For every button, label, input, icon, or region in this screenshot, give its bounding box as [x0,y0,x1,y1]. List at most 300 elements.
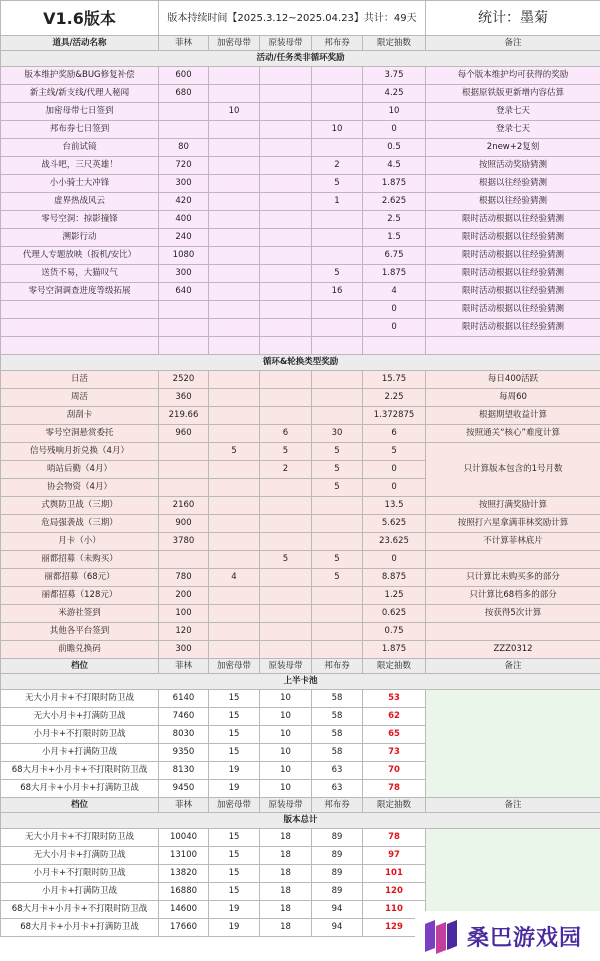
first-half-header-col: 原装母带 [260,659,312,674]
cell-bangboo: 94 [312,919,363,937]
item-name: 刮刮卡 [1,407,159,425]
cell-draws: 13.5 [363,497,426,515]
cell-film: 13820 [159,865,209,883]
cell-film: 6140 [159,690,209,708]
item-name: 周活 [1,389,159,407]
section-first-half: 上半卡池 [1,674,600,690]
cell-draws: 0.75 [363,623,426,641]
table-row [1,425,600,443]
cell-encrypted [209,479,260,497]
total-header-col: 加密母带 [209,798,260,813]
stat-author: 统计：墨菊 [426,1,600,36]
table-row [1,175,600,193]
cell-original: 10 [260,744,312,762]
cell-bangboo [312,605,363,623]
cell-film: 7460 [159,708,209,726]
cell-bangboo [312,301,363,319]
cell-original: 10 [260,780,312,798]
cell-encrypted: 15 [209,708,260,726]
tier-name: 68大月卡+小月卡+不打限时防卫战 [1,901,159,919]
tier-name: 68大月卡+小月卡+打满防卫战 [1,919,159,937]
cell-film: 2520 [159,371,209,389]
cell-bangboo [312,389,363,407]
cell-original [260,175,312,193]
cell-film [159,121,209,139]
cell-encrypted: 15 [209,829,260,847]
item-name: 台前试镜 [1,139,159,157]
item-name: 零号空洞：掠影撞锋 [1,211,159,229]
cell-draws: 0 [363,319,426,337]
cell-bangboo [312,211,363,229]
cell-bangboo [312,515,363,533]
item-name: 零号空洞调查进度等级拓展 [1,283,159,301]
tier-name: 无大小月卡+打满防卫战 [1,847,159,865]
item-note: 不计算菲林底片 [426,533,600,551]
cell-draws: 6.75 [363,247,426,265]
item-note: 只计算版本包含的1号月数 [426,443,600,497]
cell-encrypted [209,407,260,425]
cell-original [260,229,312,247]
cell-encrypted [209,247,260,265]
item-note: 限时活动根据以往经验猜测 [426,247,600,265]
item-note: 只计算比未购买多的部分 [426,569,600,587]
cell-film [159,443,209,461]
cell-original [260,389,312,407]
tier-name: 68大月卡+小月卡+不打限时防卫战 [1,762,159,780]
cell-original [260,407,312,425]
cell-encrypted [209,515,260,533]
header-draws: 限定抽数 [363,36,426,51]
cell-encrypted [209,157,260,175]
cell-original [260,587,312,605]
table-row [1,265,600,283]
cell-bangboo [312,247,363,265]
cell-original [260,283,312,301]
cell-draws: 10 [363,103,426,121]
table-row [1,371,600,389]
cell-bangboo [312,497,363,515]
cell-bangboo: 58 [312,708,363,726]
total-header-col: 菲林 [159,798,209,813]
cell-film: 13100 [159,847,209,865]
cell-bangboo [312,371,363,389]
section-total: 版本总计 [1,813,600,829]
item-note: 限时活动根据以往经验猜测 [426,265,600,283]
cell-draws: 23.625 [363,533,426,551]
cell-original [260,121,312,139]
section-activity: 活动/任务类非循环奖励 [1,51,600,67]
item-note: 只计算比68档多的部分 [426,587,600,605]
cell-draws: 1.875 [363,175,426,193]
cell-film: 300 [159,641,209,659]
cell-encrypted [209,497,260,515]
cell-film: 680 [159,85,209,103]
item-note: 限时活动根据以往经验猜测 [426,283,600,301]
cell-original [260,139,312,157]
cell-original: 18 [260,865,312,883]
header-original: 原装母带 [260,36,312,51]
cell-draws: 3.75 [363,67,426,85]
cell-film: 200 [159,587,209,605]
cell-encrypted [209,319,260,337]
version-title: V1.6版本 [1,1,159,36]
table-row [1,605,600,623]
cell-film [159,337,209,355]
cell-original: 18 [260,919,312,937]
cell-original: 2 [260,461,312,479]
item-name: 溯影行动 [1,229,159,247]
cell-original: 5 [260,443,312,461]
version-duration: 版本持续时间【2025.3.12~2025.04.23】共计：49天 [159,1,426,36]
cell-draws: 73 [363,744,426,762]
cell-draws: 4.5 [363,157,426,175]
item-note: 限时活动根据以往经验猜测 [426,301,600,319]
item-note: 每日400活跃 [426,371,600,389]
table-row [1,85,600,103]
item-name: 日活 [1,371,159,389]
cell-bangboo [312,319,363,337]
cell-original [260,67,312,85]
cell-bangboo: 58 [312,726,363,744]
cell-bangboo: 89 [312,829,363,847]
cell-encrypted: 19 [209,901,260,919]
item-note: 限时活动根据以往经验猜测 [426,319,600,337]
cell-encrypted [209,623,260,641]
total-header-col: 限定抽数 [363,798,426,813]
cell-film [159,551,209,569]
table-row [1,569,600,587]
cell-bangboo: 10 [312,121,363,139]
cell-bangboo [312,229,363,247]
tier-name: 无大小月卡+不打限时防卫战 [1,690,159,708]
cell-encrypted [209,265,260,283]
cell-bangboo: 89 [312,847,363,865]
cell-bangboo [312,533,363,551]
cell-encrypted: 19 [209,780,260,798]
cell-bangboo [312,587,363,605]
item-note: 根据以往经验猜测 [426,193,600,211]
cell-bangboo: 63 [312,780,363,798]
item-name: 丽都招募（68元） [1,569,159,587]
total-header-col: 原装母带 [260,798,312,813]
cell-original [260,371,312,389]
cell-bangboo [312,103,363,121]
cell-film: 10040 [159,829,209,847]
tier-note [426,690,600,798]
cell-film: 219.66 [159,407,209,425]
cell-encrypted: 15 [209,690,260,708]
cell-bangboo: 5 [312,443,363,461]
cell-original [260,623,312,641]
cell-draws: 0 [363,121,426,139]
item-name: 零号空洞悬赏委托 [1,425,159,443]
cell-draws: 2.25 [363,389,426,407]
table-row [1,139,600,157]
table-row [1,193,600,211]
cell-encrypted: 19 [209,762,260,780]
cell-bangboo [312,139,363,157]
cell-original: 18 [260,847,312,865]
cell-encrypted [209,229,260,247]
table-row [1,157,600,175]
item-name: 危局强袭战（三期） [1,515,159,533]
cell-draws: 6 [363,425,426,443]
cell-original: 10 [260,708,312,726]
cell-original [260,641,312,659]
cell-draws: 78 [363,780,426,798]
cell-draws: 70 [363,762,426,780]
header-bangboo: 邦布券 [312,36,363,51]
section-loop: 循环&轮换类型奖励 [1,355,600,371]
cell-draws: 0 [363,461,426,479]
table-row [1,497,600,515]
header-film: 菲林 [159,36,209,51]
cell-bangboo: 94 [312,901,363,919]
cell-film: 80 [159,139,209,157]
cell-original [260,569,312,587]
cell-film [159,461,209,479]
table-row [1,587,600,605]
cell-film: 8130 [159,762,209,780]
table-row [1,515,600,533]
cell-original: 6 [260,425,312,443]
table-row [1,690,600,708]
cell-bangboo: 63 [312,762,363,780]
item-name: 新主线/新支线/代理人秘闻 [1,85,159,103]
cell-original [260,193,312,211]
table-row [1,247,600,265]
tier-name: 68大月卡+小月卡+打满防卫战 [1,780,159,798]
cell-film: 16880 [159,883,209,901]
cell-encrypted [209,283,260,301]
cell-encrypted: 15 [209,847,260,865]
cell-film: 17660 [159,919,209,937]
cell-film: 300 [159,175,209,193]
first-half-header-col: 菲林 [159,659,209,674]
cell-bangboo: 2 [312,157,363,175]
cell-film: 400 [159,211,209,229]
cell-bangboo [312,641,363,659]
cell-bangboo: 5 [312,479,363,497]
tier-name: 无大小月卡+不打限时防卫战 [1,829,159,847]
item-note: 限时活动根据以往经验猜测 [426,229,600,247]
cell-encrypted: 10 [209,103,260,121]
cell-draws: 97 [363,847,426,865]
cell-bangboo: 89 [312,865,363,883]
total-header-name: 档位 [1,798,159,813]
tier-name: 小月卡+不打限时防卫战 [1,865,159,883]
cell-draws: 2.625 [363,193,426,211]
item-name [1,301,159,319]
cell-draws: 0 [363,301,426,319]
cell-encrypted [209,193,260,211]
cell-film: 960 [159,425,209,443]
cell-bangboo [312,67,363,85]
item-name: 月卡（小） [1,533,159,551]
cell-draws: 0.625 [363,605,426,623]
cell-bangboo: 5 [312,265,363,283]
cell-film: 2160 [159,497,209,515]
cell-draws: 5 [363,443,426,461]
cell-film [159,479,209,497]
cell-original [260,301,312,319]
item-note [426,337,600,355]
cell-encrypted [209,139,260,157]
cell-encrypted [209,85,260,103]
cell-bangboo: 5 [312,569,363,587]
cell-original [260,319,312,337]
cell-film: 100 [159,605,209,623]
item-note: 每个版本维护均可获得的奖励 [426,67,600,85]
item-name: 协会物资（4月） [1,479,159,497]
item-note: 根据以往经验猜测 [426,175,600,193]
table-row [1,211,600,229]
cell-encrypted [209,425,260,443]
cell-draws: 0 [363,551,426,569]
item-name [1,319,159,337]
item-name: 前瞻兑换码 [1,641,159,659]
cell-encrypted [209,371,260,389]
item-name: 哨站后勤（4月） [1,461,159,479]
cell-encrypted [209,461,260,479]
cell-draws: 4.25 [363,85,426,103]
item-note [426,551,600,569]
cell-draws: 5.625 [363,515,426,533]
cell-bangboo [312,337,363,355]
cell-encrypted [209,551,260,569]
cell-film: 240 [159,229,209,247]
item-note: 按获得5次计算 [426,605,600,623]
table-row [1,319,600,337]
cell-draws: 78 [363,829,426,847]
table-row [1,283,600,301]
cell-encrypted [209,641,260,659]
first-half-header-name: 档位 [1,659,159,674]
cell-film [159,103,209,121]
cell-original [260,265,312,283]
cell-draws: 1.875 [363,641,426,659]
cell-draws: 0 [363,479,426,497]
cell-film: 1080 [159,247,209,265]
item-name: 版本维护奖励&BUG修复补偿 [1,67,159,85]
cell-encrypted: 4 [209,569,260,587]
cell-film: 780 [159,569,209,587]
header-note: 备注 [426,36,600,51]
item-name: 其他各平台签到 [1,623,159,641]
cell-draws: 1.372875 [363,407,426,425]
cell-original [260,605,312,623]
item-name: 丽都招募（未购买） [1,551,159,569]
item-name: 加密母带七日签到 [1,103,159,121]
cell-film: 120 [159,623,209,641]
cell-bangboo: 30 [312,425,363,443]
table-row [1,301,600,319]
cell-original [260,479,312,497]
item-name: 信号残响月折兑换（4月） [1,443,159,461]
cell-bangboo: 58 [312,744,363,762]
cell-draws: 65 [363,726,426,744]
table-row [1,103,600,121]
item-note: 每周60 [426,389,600,407]
cell-original: 10 [260,726,312,744]
cell-original [260,157,312,175]
cell-original [260,497,312,515]
cell-draws: 1.25 [363,587,426,605]
cell-draws: 0.5 [363,139,426,157]
cell-film: 3780 [159,533,209,551]
cell-original: 18 [260,901,312,919]
cell-bangboo: 16 [312,283,363,301]
cell-draws: 62 [363,708,426,726]
table-row [1,641,600,659]
item-name: 代理人专题放映（扳机/安比） [1,247,159,265]
cell-original: 18 [260,883,312,901]
cell-film: 8030 [159,726,209,744]
cell-bangboo: 1 [312,193,363,211]
tier-name: 小月卡+打满防卫战 [1,744,159,762]
cell-original [260,515,312,533]
cell-original [260,211,312,229]
cell-encrypted [209,67,260,85]
cell-original [260,247,312,265]
cell-film [159,319,209,337]
item-note: 限时活动根据以往经验猜测 [426,211,600,229]
item-note: 按照通关“核心”难度计算 [426,425,600,443]
cell-bangboo [312,623,363,641]
cell-encrypted: 19 [209,919,260,937]
table-row [1,121,600,139]
cell-film: 720 [159,157,209,175]
item-note: 根据期望收益计算 [426,407,600,425]
cell-original: 10 [260,690,312,708]
cell-film: 300 [159,265,209,283]
first-half-header-col: 邦布券 [312,659,363,674]
cell-film [159,301,209,319]
table-row [1,229,600,247]
item-name: 式舆防卫战（三期） [1,497,159,515]
item-note: ZZZ0312 [426,641,600,659]
table-row [1,829,600,847]
table-row [1,407,600,425]
cell-original [260,85,312,103]
cell-bangboo [312,407,363,425]
item-name: 邦布券七日签到 [1,121,159,139]
item-note: 按照打满奖励计算 [426,497,600,515]
tier-name: 小月卡+打满防卫战 [1,883,159,901]
cell-encrypted: 5 [209,443,260,461]
cell-bangboo: 5 [312,551,363,569]
item-note: 登录七天 [426,121,600,139]
tier-name: 小月卡+不打限时防卫战 [1,726,159,744]
cell-draws: 101 [363,865,426,883]
cell-draws: 1.875 [363,265,426,283]
item-note: 按照活动奖励猜测 [426,157,600,175]
cell-encrypted [209,175,260,193]
cell-draws: 120 [363,883,426,901]
cell-draws [363,337,426,355]
cell-draws: 4 [363,283,426,301]
item-name: 送货不易，大猫叹气 [1,265,159,283]
item-name: 虚界热战风云 [1,193,159,211]
cell-film: 9350 [159,744,209,762]
cell-encrypted [209,587,260,605]
cell-original [260,103,312,121]
item-note: 2new+2复刻 [426,139,600,157]
first-half-header-col: 限定抽数 [363,659,426,674]
tier-name: 无大小月卡+打满防卫战 [1,708,159,726]
cell-bangboo: 5 [312,175,363,193]
item-note: 登录七天 [426,103,600,121]
